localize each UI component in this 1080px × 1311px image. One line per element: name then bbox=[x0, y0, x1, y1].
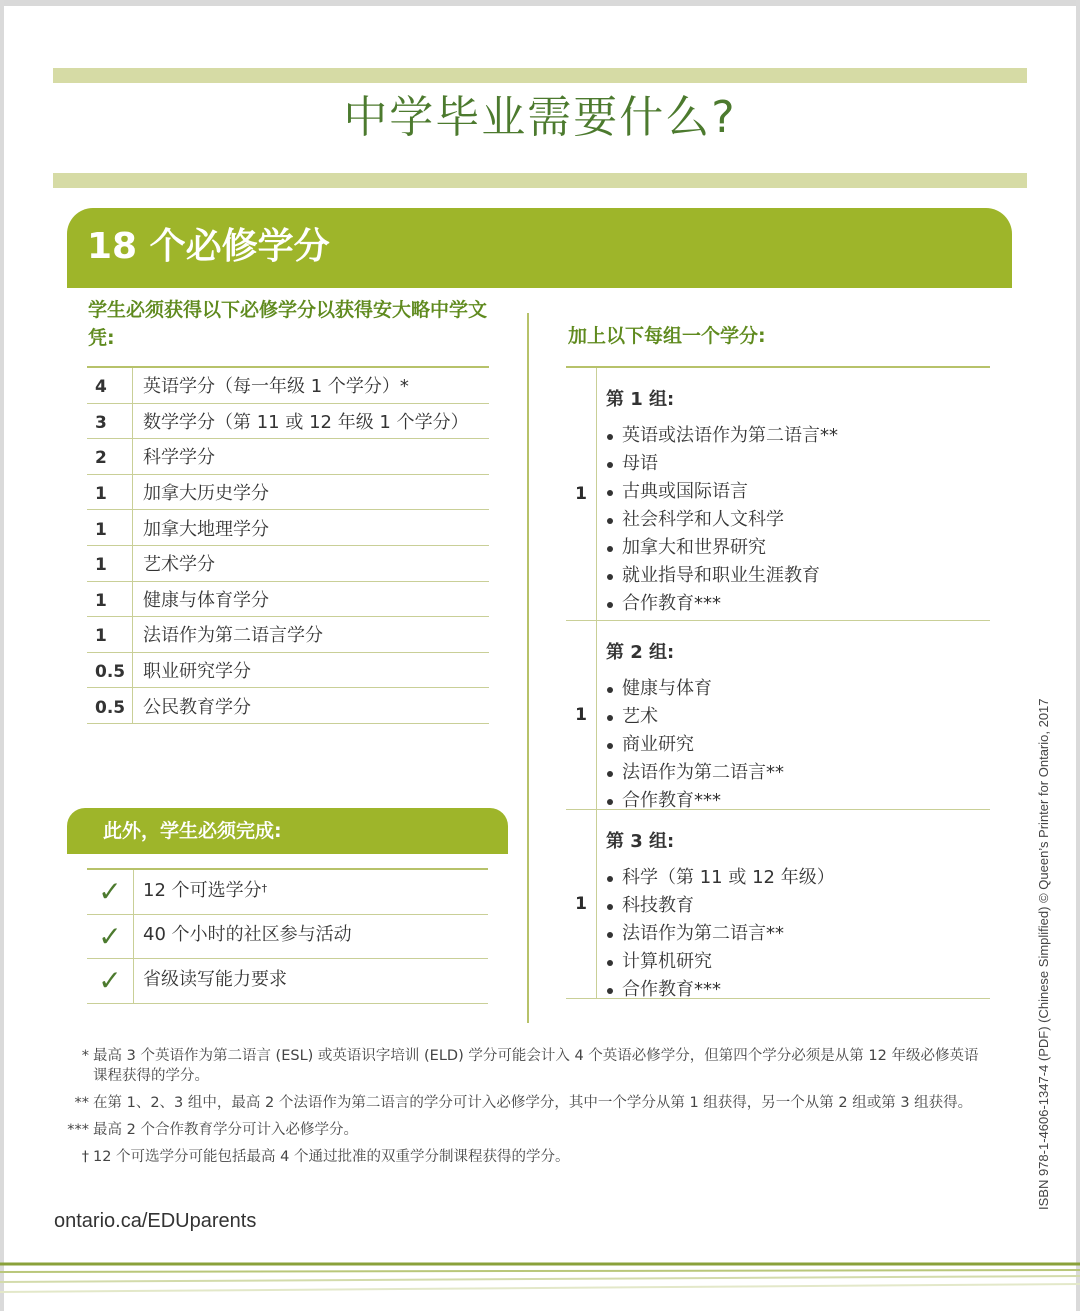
list-item: 商业研究 bbox=[606, 731, 990, 759]
requirement-label: 省级读写能力要求 bbox=[143, 968, 287, 990]
table-row bbox=[87, 617, 489, 653]
column-divider bbox=[527, 313, 529, 1023]
compulsory-credits-title: 18 个必修学分 bbox=[87, 226, 330, 267]
compulsory-credits-table bbox=[87, 366, 489, 724]
list-item: 就业指导和职业生涯教育 bbox=[606, 562, 990, 590]
table-row bbox=[87, 688, 489, 724]
footnote-mark: † bbox=[81, 1149, 89, 1165]
credit-count: 4 bbox=[87, 368, 133, 403]
credit-group-1 bbox=[566, 368, 990, 621]
credit-count: 1 bbox=[87, 617, 133, 652]
list-item: 科技教育 bbox=[606, 892, 990, 920]
footnote-mark: ** bbox=[74, 1095, 89, 1111]
credit-subject: 职业研究学分 bbox=[143, 661, 251, 683]
credit-count: 1 bbox=[87, 475, 133, 510]
group-item-list bbox=[606, 422, 990, 618]
list-item: 科学（第 11 或 12 年级） bbox=[606, 864, 990, 892]
list-item: 健康与体育 bbox=[606, 675, 990, 703]
additional-requirements-header bbox=[67, 808, 508, 854]
credit-subject: 健康与体育学分 bbox=[143, 589, 269, 611]
credit-subject: 英语学分（每一年级 1 个学分）* bbox=[143, 376, 409, 398]
credit-subject: 艺术学分 bbox=[143, 554, 215, 576]
page-title: 中学毕业需要什么? bbox=[343, 92, 737, 143]
table-row bbox=[87, 870, 488, 915]
credit-count: 0.5 bbox=[87, 653, 133, 688]
list-item: 英语或法语作为第二语言** bbox=[606, 422, 990, 450]
credit-count: 3 bbox=[87, 404, 133, 439]
list-item: 合作教育*** bbox=[606, 787, 990, 815]
footnote bbox=[64, 1093, 979, 1113]
footnote-text: 在第 1、2、3 组中，最高 2 个法语作为第二语言的学分可计入必修学分，其中一个学分从第 1 组获得，另一个从第 2 组或第 3 组获得。 bbox=[93, 1095, 973, 1111]
group-item-list bbox=[606, 675, 990, 815]
group-body bbox=[606, 621, 990, 821]
group-title: 第 2 组: bbox=[606, 642, 675, 663]
table-row bbox=[87, 475, 489, 511]
isbn-copyright: ISBN 978-1-4606-1347-4 (PDF) (Chinese Simplified) © Queen’s Printer for Ontario, 2017 bbox=[1036, 698, 1051, 1210]
title-band-top bbox=[53, 68, 1027, 83]
list-item: 法语作为第二语言** bbox=[606, 759, 990, 787]
requirement-label: 12 个可选学分 bbox=[143, 879, 262, 901]
table-row bbox=[87, 582, 489, 618]
credit-count: 1 bbox=[87, 582, 133, 617]
requirement-text bbox=[143, 870, 267, 914]
credit-subject: 公民教育学分 bbox=[143, 696, 251, 718]
credit-group-3 bbox=[566, 810, 990, 999]
requirement-text bbox=[143, 915, 352, 959]
group-body bbox=[606, 810, 990, 1010]
table-row bbox=[87, 404, 489, 440]
group-title: 第 3 组: bbox=[606, 831, 675, 852]
list-item: 计算机研究 bbox=[606, 948, 990, 976]
requirement-label: 40 个小时的社区参与活动 bbox=[143, 924, 352, 946]
list-item: 合作教育*** bbox=[606, 976, 990, 1004]
title-band-bottom bbox=[53, 173, 1027, 188]
list-item: 社会科学和人文科学 bbox=[606, 506, 990, 534]
footer-decorative-lines bbox=[0, 1250, 1080, 1311]
list-item: 艺术 bbox=[606, 703, 990, 731]
checkmark-icon: ✓ bbox=[87, 915, 134, 959]
credit-subject: 法语作为第二语言学分 bbox=[143, 625, 323, 647]
table-row bbox=[87, 510, 489, 546]
checkmark-icon: ✓ bbox=[87, 959, 134, 1003]
credit-subject: 科学学分 bbox=[143, 447, 215, 469]
credit-group-2 bbox=[566, 621, 990, 810]
table-row bbox=[87, 368, 489, 404]
website-url[interactable]: ontario.ca/EDUparents bbox=[54, 1210, 257, 1232]
page-top-edge bbox=[0, 0, 1080, 6]
footnotes bbox=[64, 1046, 979, 1174]
footnote-mark: * bbox=[81, 1048, 89, 1064]
list-item: 古典或国际语言 bbox=[606, 478, 990, 506]
checkmark-icon: ✓ bbox=[87, 870, 134, 914]
group-credit-count: 1 bbox=[566, 368, 597, 620]
list-item: 法语作为第二语言** bbox=[606, 920, 990, 948]
list-item: 加拿大和世界研究 bbox=[606, 534, 990, 562]
credit-count: 2 bbox=[87, 439, 133, 474]
footnote bbox=[64, 1046, 979, 1086]
credit-subject: 加拿大历史学分 bbox=[143, 483, 269, 505]
credit-subject: 加拿大地理学分 bbox=[143, 518, 269, 540]
table-row bbox=[87, 546, 489, 582]
list-item: 母语 bbox=[606, 450, 990, 478]
footnote-text: 12 个可选学分可能包括最高 4 个通过批准的双重学分制课程获得的学分。 bbox=[93, 1149, 570, 1165]
additional-requirements-title: 此外，学生必须完成: bbox=[103, 820, 282, 842]
requirement-text bbox=[143, 959, 287, 1003]
group-credit-count: 1 bbox=[566, 621, 597, 809]
page-left-edge bbox=[0, 0, 4, 1311]
groups-intro: 加上以下每组一个学分: bbox=[568, 325, 766, 347]
page-right-edge bbox=[1076, 0, 1080, 1311]
group-credit-count: 1 bbox=[566, 810, 597, 998]
group-body bbox=[606, 368, 990, 624]
compulsory-intro: 学生必须获得以下必修学分以获得安大略中学文凭: bbox=[88, 299, 488, 349]
group-item-list bbox=[606, 864, 990, 1004]
table-row bbox=[87, 439, 489, 475]
table-row bbox=[87, 959, 488, 1004]
footnote-text: 最高 2 个合作教育学分可计入必修学分。 bbox=[93, 1122, 358, 1138]
footnote bbox=[64, 1120, 979, 1140]
credit-count: 1 bbox=[87, 510, 133, 545]
list-item: 合作教育*** bbox=[606, 590, 990, 618]
credit-count: 0.5 bbox=[87, 688, 133, 723]
footnote-text: 最高 3 个英语作为第二语言 (ESL) 或英语识字培训 (ELD) 学分可能会计入 4 个英语必修学分，但第四个学分必须是从第 12 年级必修英语课程获得的学分。 bbox=[93, 1048, 979, 1084]
credit-groups bbox=[566, 366, 990, 999]
credit-subject: 数学学分（第 11 或 12 年级 1 个学分） bbox=[143, 411, 469, 433]
table-row bbox=[87, 915, 488, 960]
credit-count: 1 bbox=[87, 546, 133, 581]
dagger-mark: † bbox=[261, 882, 268, 896]
footnote-mark: *** bbox=[67, 1122, 89, 1138]
group-title: 第 1 组: bbox=[606, 389, 675, 410]
compulsory-credits-header bbox=[67, 208, 1012, 288]
footnote bbox=[64, 1147, 979, 1167]
additional-requirements-table bbox=[87, 868, 488, 1004]
table-row bbox=[87, 653, 489, 689]
